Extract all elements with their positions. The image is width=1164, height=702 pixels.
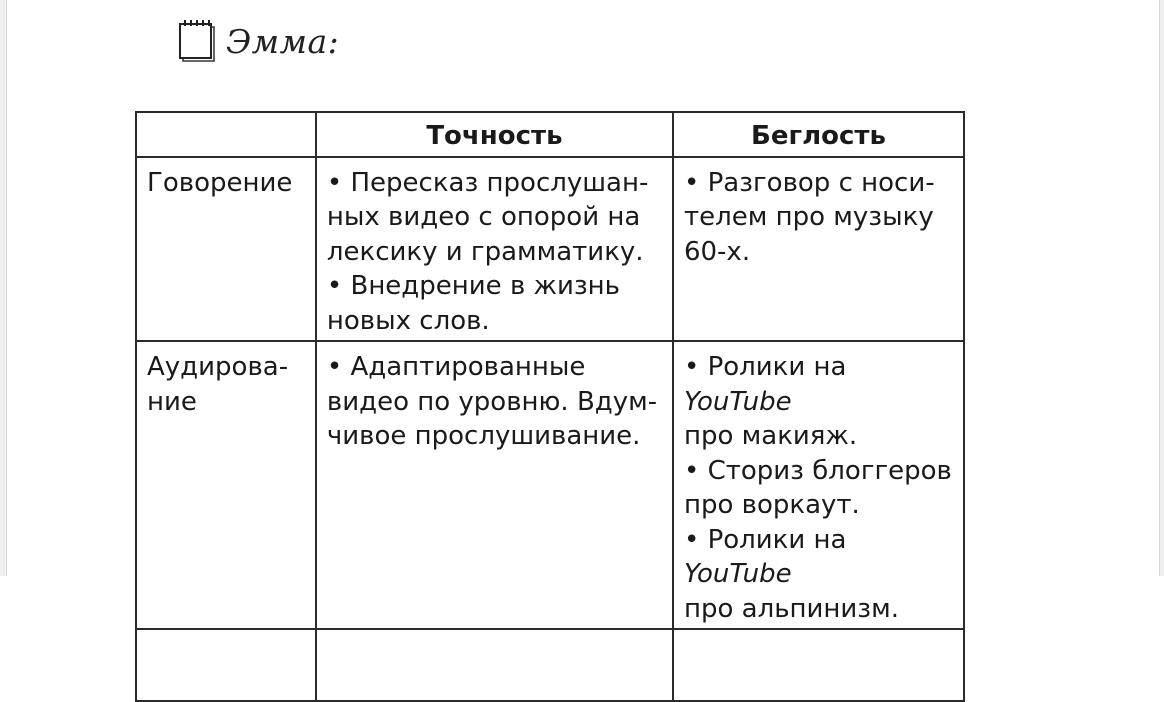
header-accuracy: Точность	[316, 112, 673, 157]
cell-line: новых слов.	[326, 305, 490, 336]
cell-line: про воркаут.	[683, 490, 860, 520]
cell-line	[684, 523, 953, 592]
cell-line: про альпинизм.	[683, 593, 900, 624]
row-label-text: Аудирова-	[147, 352, 289, 382]
cell-cut-off-accuracy	[316, 629, 673, 701]
cell-line: лексику и грамматику.	[326, 236, 644, 267]
cell-speaking-fluency	[673, 157, 964, 342]
cell-line: видео по уровню. Вдум-	[326, 386, 658, 417]
cell-line: 60-х.	[683, 236, 751, 267]
cell-cut-off-fluency	[673, 629, 964, 701]
table-header-row	[136, 112, 964, 157]
cell-line-prefix: • Ролики на	[683, 524, 847, 555]
header-empty-cell	[136, 112, 316, 157]
row-label-listening	[136, 341, 316, 629]
cell-line: • Разговор с носи-	[683, 167, 935, 198]
cell-line	[684, 350, 953, 419]
table-row-speaking	[136, 157, 964, 342]
cell-line-emphasis: YouTube	[683, 386, 792, 417]
learning-plan-table	[135, 111, 965, 702]
row-label-text: Говорение	[147, 167, 293, 198]
header-fluency: Беглость	[673, 112, 964, 157]
table-row-listening	[136, 341, 964, 629]
cell-speaking-accuracy	[316, 157, 673, 342]
cell-line: чивое прослушивание.	[326, 421, 641, 451]
cell-line: телем про музыку	[683, 202, 934, 232]
cell-line: • Внедрение в жизнь	[326, 271, 620, 301]
page-edge-right	[1159, 0, 1164, 576]
notepad-icon	[178, 18, 218, 64]
cell-line: • Сториз блоггеров	[683, 455, 952, 486]
cell-line-emphasis: YouTube	[683, 559, 792, 589]
row-label-cut-off	[136, 629, 316, 701]
cell-listening-fluency	[673, 341, 964, 629]
cell-line: про макияж.	[683, 421, 858, 451]
cell-line: • Адаптированные	[326, 352, 586, 382]
page-edge-left	[0, 0, 7, 576]
row-label-text: ние	[147, 386, 197, 417]
cell-listening-accuracy	[316, 341, 673, 629]
table-row-cut-off	[136, 629, 964, 701]
cell-line-prefix: • Ролики на	[683, 352, 847, 382]
cell-line: • Пересказ прослушан-	[326, 167, 649, 198]
section-heading	[178, 18, 339, 64]
cell-line: ных видео с опорой на	[326, 202, 641, 232]
row-label-speaking	[136, 157, 316, 342]
heading-title: Эмма:	[226, 21, 340, 61]
